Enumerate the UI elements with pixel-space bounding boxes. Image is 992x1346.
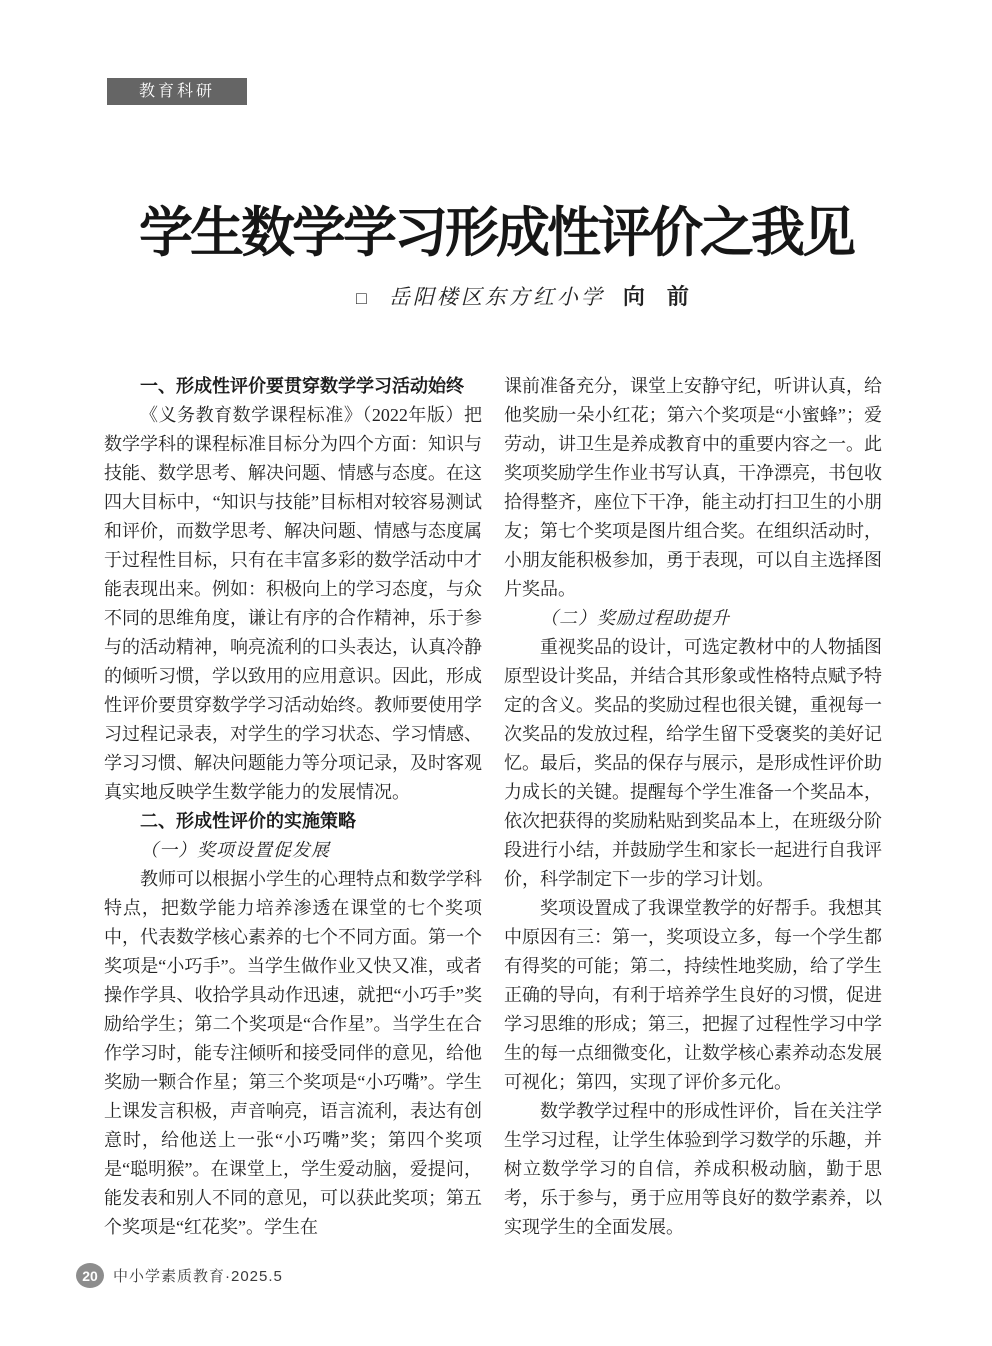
sub-heading: （二）奖励过程助提升 bbox=[540, 608, 730, 628]
page-number-badge: 20 bbox=[76, 1263, 104, 1288]
sub-heading: （一）奖项设置促发展 bbox=[140, 840, 330, 860]
author-name: 向 前 bbox=[622, 284, 689, 309]
right-column bbox=[504, 372, 882, 1247]
byline-square-icon: □ bbox=[356, 288, 367, 308]
paragraph: 重视奖品的设计，可选定教材中的人物插图原型设计奖品，并结合其形象或性格特点赋予特定的含义。奖品的奖励过程也很关键，重视每一次奖品的发放过程，给学生留下受褒奖的美好记忆。最后，奖品的保存与展示，是形成性评价助力成长的关键。提醒每个学生准备一个奖品本，依次把获得的奖励粘贴到奖品本上，在班级分阶段进行小结，并鼓励学生和家长一起进行自我评价，科学制定下一步的学习计划。 bbox=[504, 637, 882, 889]
paragraph: 数学教学过程中的形成性评价，旨在关注学生学习过程，让学生体验到学习数学的乐趣，并树立数学学习的自信，养成积极动脑，勤于思考，乐于参与，勇于应用等良好的数学素养，以实现学生的全面发展。 bbox=[504, 1101, 882, 1237]
article-body bbox=[104, 372, 884, 1247]
paragraph: 教师可以根据小学生的心理特点和数学学科特点，把数学能力培养渗透在课堂的七个奖项中，代表数学核心素养的七个不同方面。第一个奖项是“小巧手”。当学生做作业又快又准，或者操作学具、收拾学具动作迅速，就把“小巧手”奖励给学生；第二个奖项是“合作星”。当学生在合作学习时，能专注倾听和接受同伴的意见，给他奖励一颗合作星；第三个奖项是“小巧嘴”。学生上课发言积极，声音响亮，语言流利，表达有创意时，给他送上一张“小巧嘴”奖；第四个奖项是“聪明猴”。在课堂上，学生爱动脑，爱提问，能发表和别人不同的意见，可以获此奖项；第五个奖项是“红花奖”。学生在 bbox=[104, 869, 482, 1237]
journal-name: 中小学素质教育·2025.5 bbox=[113, 1268, 283, 1285]
paragraph-continued: 课前准备充分，课堂上安静守纪，听讲认真，给他奖励一朵小红花；第六个奖项是“小蜜蜂”；爱劳动，讲卫生是养成教育中的重要内容之一。此奖项奖励学生作业书写认真，干净漂亮，书包收拾得整齐，座位下干净，能主动打扫卫生的小朋友；第七个奖项是图片组合奖。在组织活动时，小朋友能积极参加，勇于表现，可以自主选择图片奖品。 bbox=[504, 376, 882, 599]
section-heading: 二、形成性评价的实施策略 bbox=[140, 811, 356, 831]
paragraph: 奖项设置成了我课堂教学的好帮手。我想其中原因有三：第一，奖项设立多，每一个学生都有得奖的可能；第二，持续性地奖励，给了学生正确的导向，有利于培养学生良好的习惯，促进学习思维的形成；第三，把握了过程性学习中学生的每一点细微变化，让数学核心素养动态发展可视化；第四，实现了评价多元化。 bbox=[504, 898, 882, 1092]
left-column bbox=[104, 372, 482, 1247]
section-heading: 一、形成性评价要贯穿数学学习活动始终 bbox=[140, 376, 464, 396]
section-badge: 教育科研 bbox=[107, 78, 247, 105]
author-affiliation: 岳阳楼区东方红小学 bbox=[388, 285, 605, 309]
byline bbox=[356, 280, 689, 311]
page-footer bbox=[76, 1263, 283, 1288]
paragraph: 《义务教育数学课程标准》（2022年版）把数学学科的课程标准目标分为四个方面：知识与技能、数学思考、解决问题、情感与态度。在这四大目标中，“知识与技能”目标相对较容易测试和评价，而数学思考、解决问题、情感与态度属于过程性目标，只有在丰富多彩的数学活动中才能表现出来。例如：积极向上的学习态度，与众不同的思维角度，谦让有序的合作精神，乐于参与的活动精神，响亮流利的口头表达，认真冷静的倾听习惯，学以致用的应用意识。因此，形成性评价要贯穿数学学习活动始终。教师要使用学习过程记录表，对学生的学习状态、学习情感、学习习惯、解决问题能力等分项记录，及时客观真实地反映学生数学能力的发展情况。 bbox=[104, 405, 482, 802]
article-title: 学生数学学习形成性评价之我见 bbox=[139, 203, 853, 263]
